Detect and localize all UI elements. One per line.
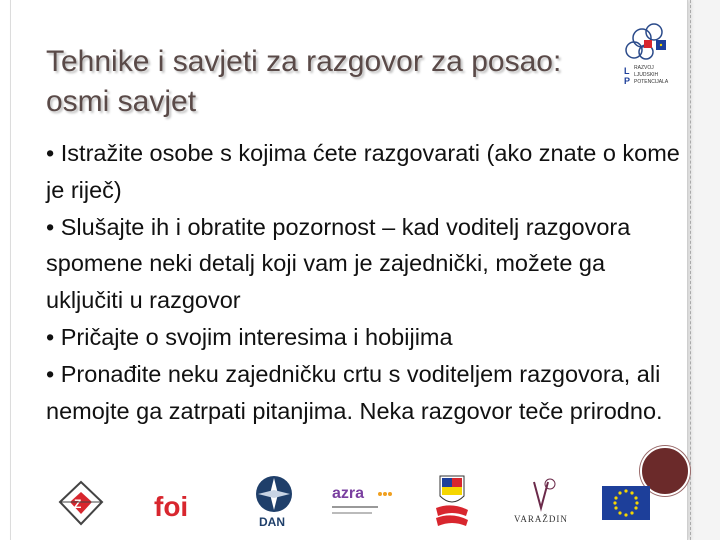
eu-flag-logo bbox=[600, 474, 652, 530]
svg-text:LJUDSKIH: LJUDSKIH bbox=[634, 72, 659, 78]
razvoj-ljudskih-potencijala-logo bbox=[616, 16, 688, 88]
dashed-rule bbox=[690, 0, 691, 540]
bullet-4: • Pronađite neku zajedničku crtu s voditeljem razgovora, ali nemojte ga zatrpati pitanjima. Neka razgovor teče prirodno. bbox=[46, 360, 663, 424]
azra-logo bbox=[330, 474, 394, 530]
svg-text:DAN: DAN bbox=[259, 515, 285, 529]
svg-text:VARAŽDIN: VARAŽDIN bbox=[514, 514, 568, 524]
svg-text:P: P bbox=[624, 76, 631, 86]
svg-text:RAZVOJ: RAZVOJ bbox=[634, 65, 654, 71]
svg-text:POTENCIJALA: POTENCIJALA bbox=[634, 79, 669, 85]
partner-logos bbox=[40, 474, 660, 534]
county-crest-logo bbox=[432, 474, 472, 530]
foi-logo bbox=[150, 474, 200, 530]
svg-text:L: L bbox=[624, 66, 630, 76]
school-emblem-logo bbox=[52, 474, 110, 530]
varazdin-logo bbox=[510, 474, 572, 530]
slide-body bbox=[46, 135, 686, 429]
bullet-1: • Istražite osobe s kojima ćete razgovarati (ako znate o kome je riječ) bbox=[46, 140, 680, 203]
bullet-3: • Pričajte o svojim interesima i hobijima bbox=[46, 323, 453, 350]
bullet-2: • Slušajte ih i obratite pozornost – kad voditelj razgovora spomene neki detalj koji vam je zajednički, možete ga uključiti u razgovor bbox=[46, 213, 631, 314]
slide-title: Tehnike i savjeti za razgovor za posao: osmi savjet bbox=[46, 45, 562, 118]
right-margin-strip bbox=[686, 0, 720, 540]
svg-text:Z: Z bbox=[74, 497, 82, 511]
dan-logo bbox=[250, 474, 298, 530]
svg-text:foi: foi bbox=[154, 491, 189, 522]
svg-text:azra: azra bbox=[332, 485, 365, 502]
